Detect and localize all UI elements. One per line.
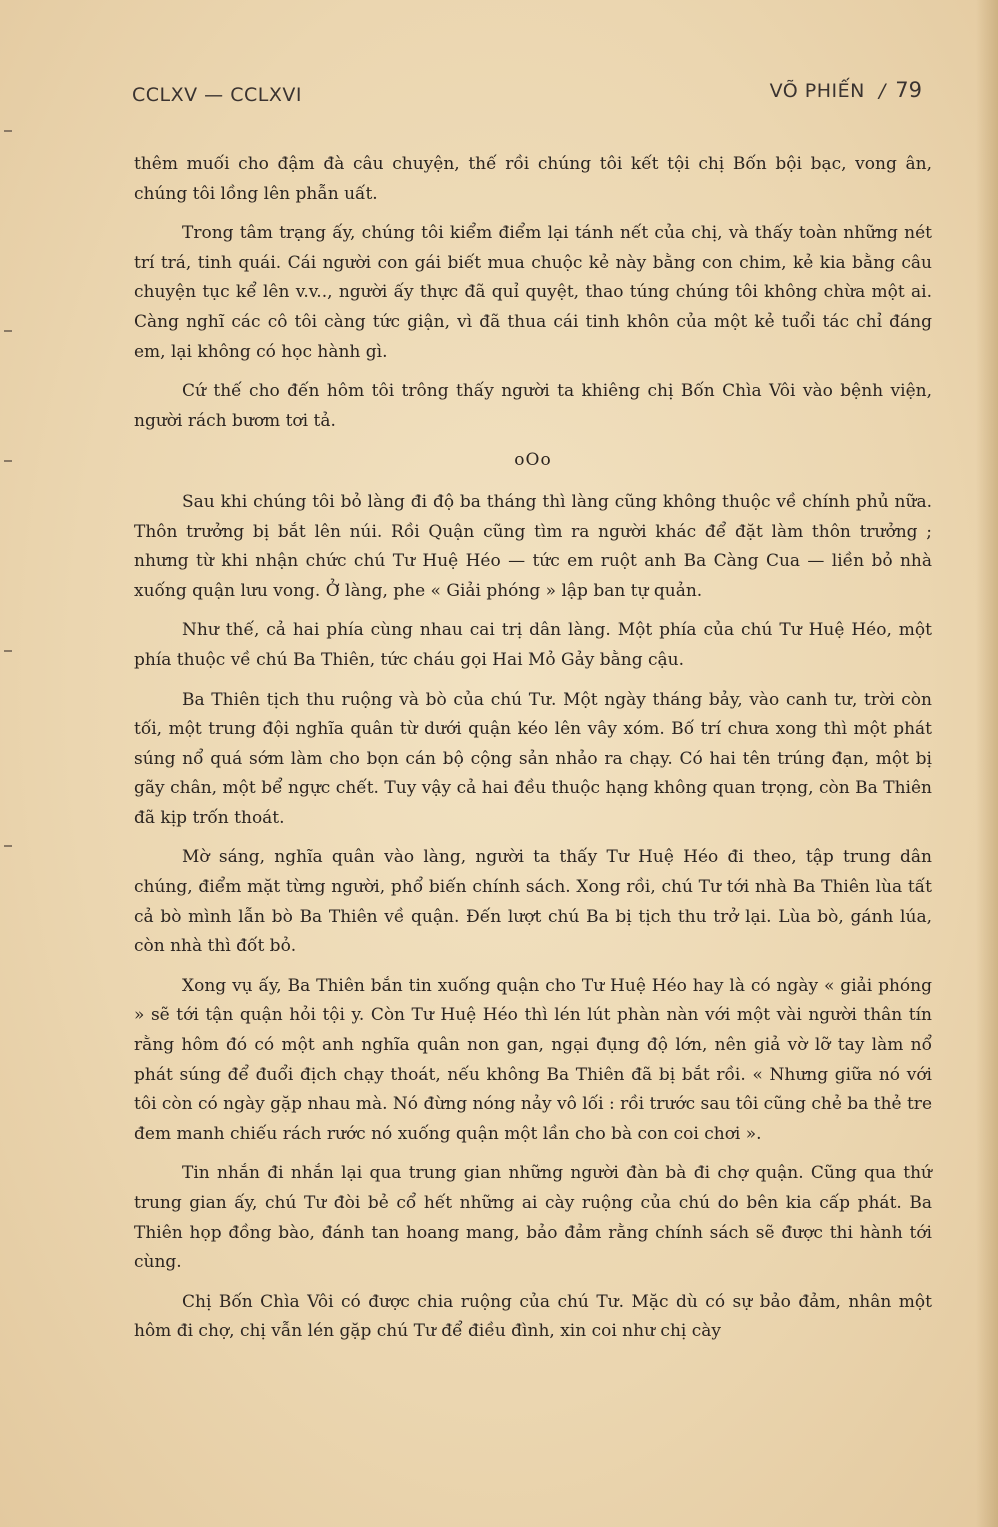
header-separator: / — [878, 80, 886, 102]
section-break-ornament: oOo — [514, 450, 552, 471]
margin-mark — [4, 130, 12, 132]
paragraph-4: Sau khi chúng tôi bỏ làng đi độ ba tháng thì làng cũng không thuộc về chính phủ nữa. Thôn trưởng bị bắt lên núi. Rồi Quận cũng tìm ra người khác để đặt làm thôn trưởng ; nhưng từ khi nhận chức chú Tư Huệ Héo — tức em ruột anh Ba Càng Cua — liền bỏ nhà xuống quận lưu vong. Ở làng, phe « Giải phóng » lập ban tự quản. — [134, 491, 932, 601]
margin-mark — [4, 460, 12, 462]
chapter-range: CCLXV — CCLXVI — [132, 84, 302, 106]
paragraph-7: Mờ sáng, nghĩa quân vào làng, người ta thấy Tư Huệ Héo đi theo, tập trung dân chúng, điểm mặt từng người, phổ biến chính sách. Xong rồi, chú Tư tới nhà Ba Thiên lùa tất cả bò mình lẫn bò Ba Thiên về quận. Đến lượt chú Ba bị tịch thu trở lại. Lùa bò, gánh lúa, còn nhà thì đốt bỏ. — [134, 847, 932, 957]
margin-mark — [4, 650, 12, 652]
page-edge-shadow — [976, 0, 998, 1527]
author-page-block — [770, 78, 922, 102]
page-body — [134, 150, 932, 1357]
margin-mark — [4, 845, 12, 847]
page-number: 79 — [895, 78, 922, 102]
paragraph-5: Như thế, cả hai phía cùng nhau cai trị dân làng. Một phía của chú Tư Huệ Héo, một phía thuộc về chú Ba Thiên, tức cháu gọi Hai Mỏ Gảy bằng cậu. — [134, 620, 932, 670]
paragraph-9: Tin nhắn đi nhắn lại qua trung gian những người đàn bà đi chợ quận. Cũng qua thứ trung gian ấy, chú Tư đòi bẻ cổ hết những ai cày ruộng của chú do bên kia cấp phát. Ba Thiên họp đồng bào, đánh tan hoang mang, bảo đảm rằng chính sách sẽ được thi hành tới cùng. — [134, 1163, 932, 1273]
paragraph-1: thêm muối cho đậm đà câu chuyện, thế rồi chúng tôi kết tội chị Bốn bội bạc, vong ân, chúng tôi lồng lên phẫn uất. — [134, 154, 932, 204]
paragraph-3: Cứ thế cho đến hôm tôi trông thấy người ta khiêng chị Bốn Chìa Vôi vào bệnh viện, người rách bươm tơi tả. — [134, 381, 932, 431]
paragraph-8: Xong vụ ấy, Ba Thiên bắn tin xuống quận cho Tư Huệ Héo hay là có ngày « giải phóng » sẽ tới tận quận hỏi tội y. Còn Tư Huệ Héo thì lén lút phàn nàn với một vài người thân tín rằng hôm đó có một anh nghĩa quân non gan, ngại đụng độ lớn, nên giả vờ lỡ tay làm nổ phát súng để đuổi địch chạy thoát, nếu không Ba Thiên đã bị bắt rồi. « Nhưng giữa nó với tôi còn có ngày gặp nhau mà. Nó đừng nóng nảy vô lối : rồi trước sau tôi cũng chẻ ba thẻ tre đem manh chiếu rách rước nó xuống quận một lần cho bà con coi chơi ». — [134, 975, 932, 1144]
paragraph-2: Trong tâm trạng ấy, chúng tôi kiểm điểm lại tánh nết của chị, và thấy toàn những nét trí trá, tinh quái. Cái người con gái biết mua chuộc kẻ này bằng con chim, kẻ kia bằng câu chuyện tục kể lên v.v.., người ấy thực đã quỉ quyệt, thao túng chúng tôi không chừa một ai. Càng nghĩ các cô tôi càng tức giận, vì đã thua cái tinh khôn của một kẻ tuổi tác chỉ đáng em, lại không có học hành gì. — [134, 223, 932, 362]
margin-mark — [4, 330, 12, 332]
paragraph-10: Chị Bốn Chìa Vôi có được chia ruộng của chú Tư. Mặc dù có sự bảo đảm, nhân một hôm đi chợ, chị vẫn lén gặp chú Tư để điều đình, xin coi như chị cày — [134, 1291, 932, 1342]
running-header — [132, 78, 922, 112]
paragraph-6: Ba Thiên tịch thu ruộng và bò của chú Tư. Một ngày tháng bảy, vào canh tư, trời còn tối, một trung đội nghĩa quân từ dưới quận kéo lên vây xóm. Bố trí chưa xong thì một phát súng nổ quá sớm làm cho bọn cán bộ cộng sản nhảo ra chạy. Có hai tên trúng đạn, một bị gãy chân, một bể ngực chết. Tuy vậy cả hai đều thuộc hạng không quan trọng, còn Ba Thiên đã kịp trốn thoát. — [134, 689, 932, 828]
author-name: VÕ PHIẾN — [769, 80, 865, 102]
